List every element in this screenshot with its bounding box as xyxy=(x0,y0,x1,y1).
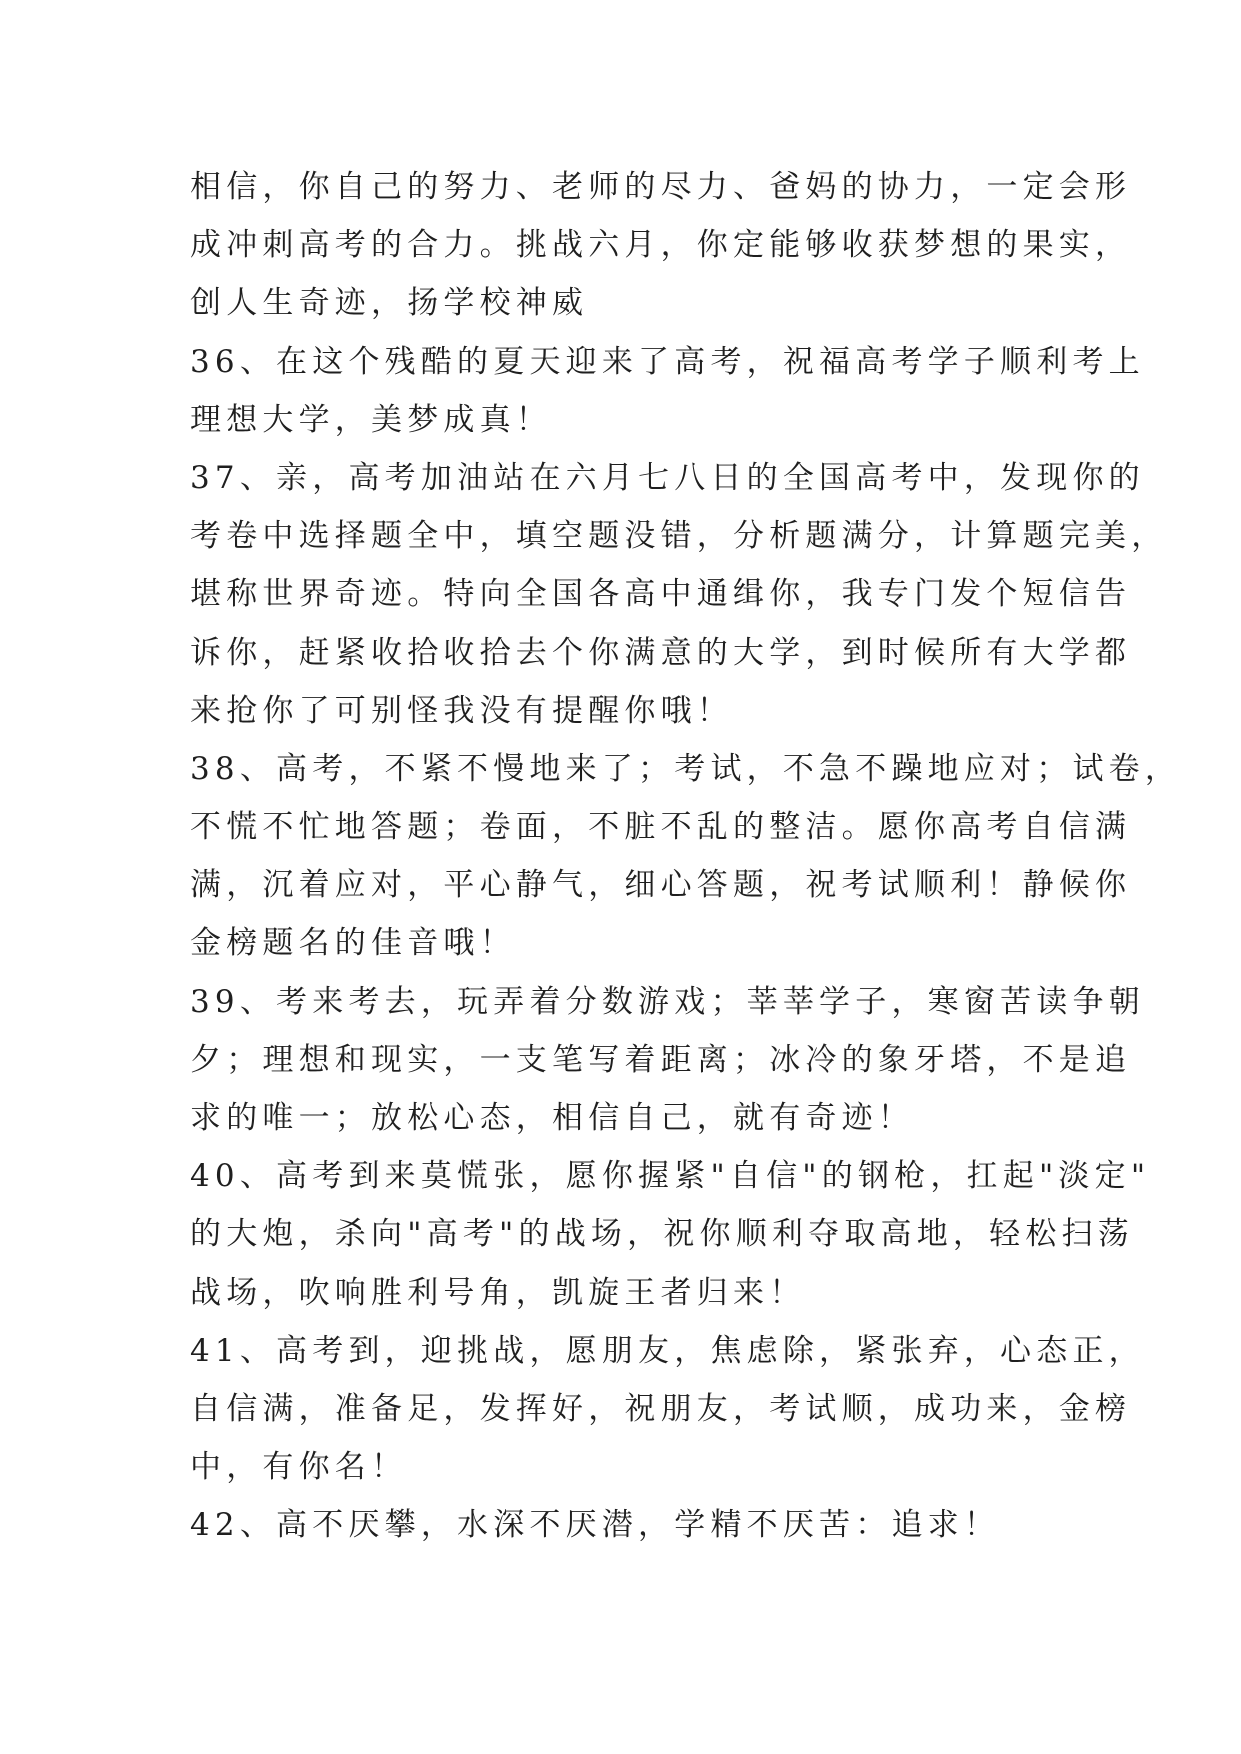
text-line: 36、在这个残酷的夏天迎来了高考，祝福高考学子顺利考上 xyxy=(190,343,1145,380)
text-line: 战场，吹响胜利号角，凯旋王者归来！ xyxy=(190,1274,806,1311)
text-line: 的大炮，杀向"高考"的战场，祝你顺利夺取高地，轻松扫荡 xyxy=(190,1216,1134,1253)
text-line: 金榜题名的佳音哦！ xyxy=(190,925,516,962)
text-line: 37、亲，高考加油站在六月七八日的全国高考中，发现你的 xyxy=(190,459,1145,496)
text-line: 38、高考，不紧不慢地来了；考试，不急不躁地应对；试卷， xyxy=(190,750,1182,787)
text-line: 夕；理想和现实，一支笔写着距离；冰冷的象牙塔，不是追 xyxy=(190,1041,1132,1078)
text-line: 求的唯一；放松心态，相信自己，就有奇迹！ xyxy=(190,1100,914,1136)
text-line: 理想大学，美梦成真！ xyxy=(190,401,552,438)
text-line: 41、高考到，迎挑战，愿朋友，焦虑除，紧张弃，心态正， xyxy=(190,1332,1145,1369)
text-line: 来抢你了可别怪我没有提醒你哦！ xyxy=(190,692,733,729)
text-line: 40、高考到来莫慌张，愿你握紧"自信"的钢枪，扛起"淡定" xyxy=(190,1158,1151,1195)
text-line: 创人生奇迹，扬学校神威 xyxy=(190,285,589,322)
text-line: 42、高不厌攀，水深不厌潜，学精不厌苦：追求！ xyxy=(190,1507,1001,1544)
text-line: 诉你，赶紧收拾收拾去个你满意的大学，到时候所有大学都 xyxy=(190,634,1132,671)
text-line: 39、考来考去，玩弄着分数游戏；莘莘学子，寒窗苦读争朝 xyxy=(190,983,1145,1020)
text-line: 自信满，准备足，发挥好，祝朋友，考试顺，成功来，金榜 xyxy=(190,1390,1132,1427)
body-text xyxy=(190,158,1182,1555)
text-line: 考卷中选择题全中，填空题没错，分析题满分，计算题完美， xyxy=(190,518,1168,555)
text-line: 满，沉着应对，平心静气，细心答题，祝考试顺利！静候你 xyxy=(190,867,1132,904)
text-line: 成冲刺高考的合力。挑战六月，你定能够收获梦想的果实， xyxy=(190,227,1132,264)
text-line: 中，有你名！ xyxy=(190,1449,408,1486)
text-line: 相信，你自己的努力、老师的尽力、爸妈的协力，一定会形 xyxy=(190,169,1132,205)
text-line: 堪称世界奇迹。特向全国各高中通缉你，我专门发个短信告 xyxy=(190,576,1132,613)
text-line: 不慌不忙地答题；卷面，不脏不乱的整洁。愿你高考自信满 xyxy=(190,809,1132,846)
